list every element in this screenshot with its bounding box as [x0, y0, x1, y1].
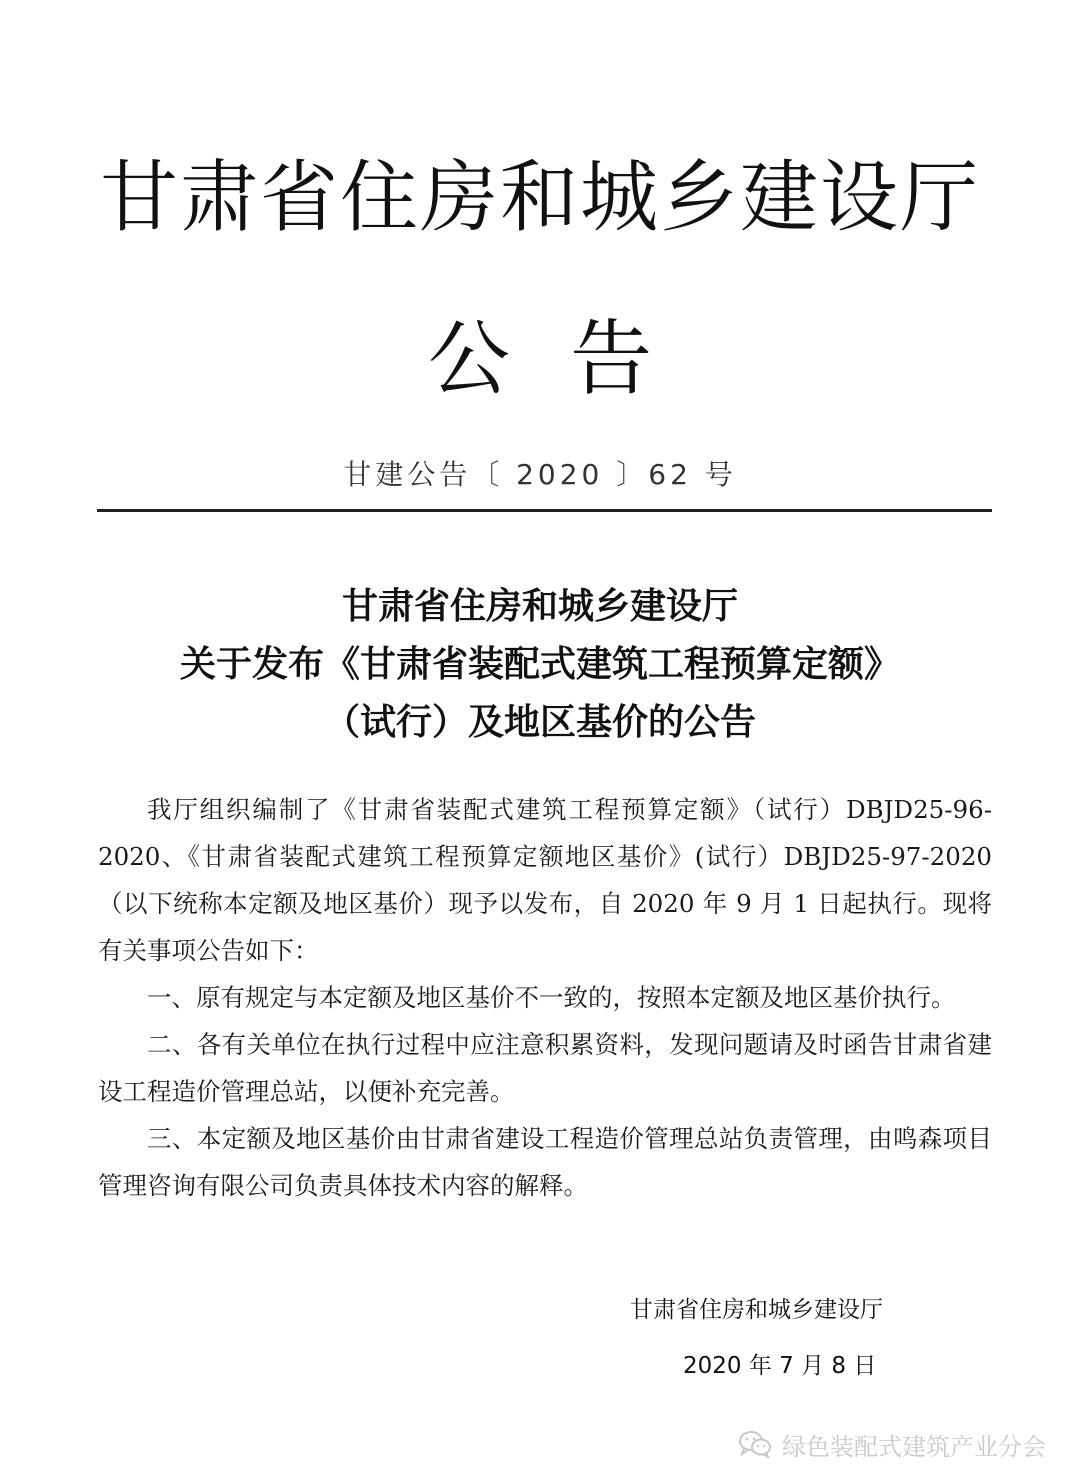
- announcement-heading-line-3: （试行）及地区基价的公告: [323, 701, 756, 743]
- document-number: 甘建公告〔 2020 〕62 号: [343, 458, 737, 491]
- announcement-heading-line-1: 甘肃省住房和城乡建设厅: [341, 585, 738, 627]
- signature-block: [590, 1282, 990, 1394]
- signature-organization: 甘肃省住房和城乡建设厅: [630, 1297, 883, 1323]
- agency-title: 甘肃省住房和城乡建设厅: [99, 153, 980, 243]
- signature-date: 2020 年 7 月 8 日: [683, 1353, 877, 1379]
- body-paragraph-item-3: 三、本定额及地区基价由甘肃省建设工程造价管理总站负责管理，由鸣森项目管理咨询有限公司负责具体技术内容的解释。: [98, 1124, 992, 1200]
- body-paragraph-item-1: 一、原有规定与本定额及地区基价不一致的，按照本定额及地区基价执行。: [147, 983, 956, 1012]
- watermark: [738, 1424, 1046, 1464]
- document-type-title: 公告: [427, 312, 712, 407]
- wechat-icon: [738, 1430, 772, 1458]
- watermark-text: 绿色装配式建筑产业分会: [782, 1432, 1046, 1461]
- announcement-body: [98, 786, 992, 1209]
- announcement-heading-line-2: 关于发布《甘肃省装配式建筑工程预算定额》: [179, 643, 900, 685]
- body-paragraph-item-2: 二、各有关单位在执行过程中应注意积累资料，发现问题请及时函告甘肃省建设工程造价管理总站，以便补充完善。: [98, 1030, 992, 1106]
- body-paragraph-intro: 我厅组织编制了《甘肃省装配式建筑工程预算定额》（试行）DBJD25-96-2020、《甘肃省装配式建筑工程预算定额地区基价》(试行）DBJD25-97-2020（以下统称本定额及地区基价）现予以发布，自 2020 年 9 月 1 日起执行。现将有关事项公告如下：: [98, 795, 992, 965]
- header-divider: [97, 509, 992, 512]
